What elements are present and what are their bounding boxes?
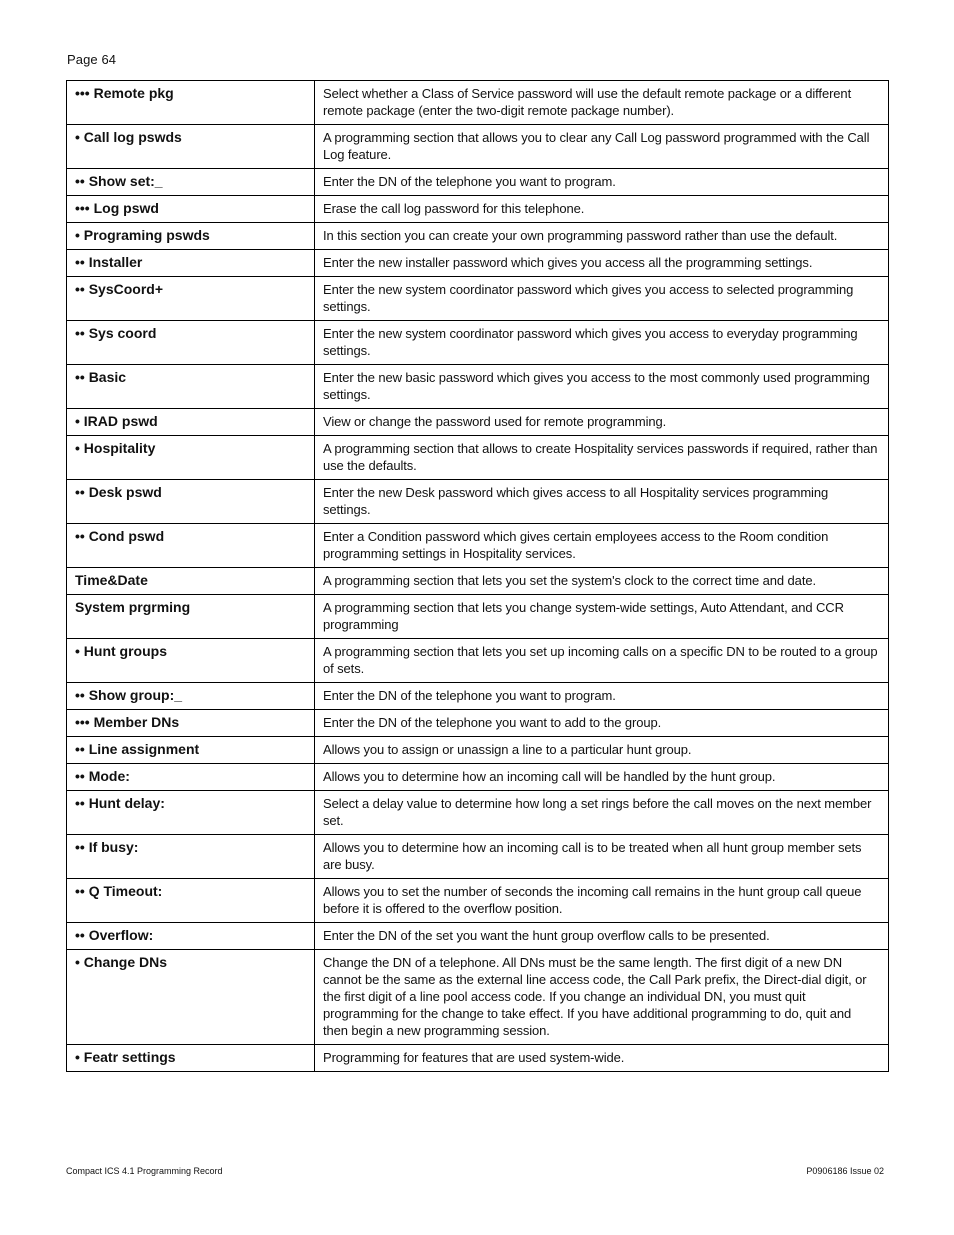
- table-row: [67, 250, 889, 277]
- setting-name: •• Show group:_: [67, 683, 315, 710]
- setting-name: •• Cond pswd: [67, 524, 315, 568]
- setting-name: •• If busy:: [67, 835, 315, 879]
- setting-name: •• Desk pswd: [67, 480, 315, 524]
- setting-description: In this section you can create your own programming password rather than use the default.: [315, 223, 889, 250]
- setting-name: •• Hunt delay:: [67, 791, 315, 835]
- setting-name: •• Line assignment: [67, 737, 315, 764]
- table-row: [67, 879, 889, 923]
- table-row: [67, 710, 889, 737]
- setting-name: System prgrming: [67, 595, 315, 639]
- table-row: [67, 196, 889, 223]
- setting-description: A programming section that lets you set the system's clock to the correct time and date.: [315, 568, 889, 595]
- table-row: [67, 737, 889, 764]
- setting-name: • Call log pswds: [67, 125, 315, 169]
- setting-name: •• Show set:_: [67, 169, 315, 196]
- setting-name: Time&Date: [67, 568, 315, 595]
- table-row: [67, 125, 889, 169]
- setting-description: Enter a Condition password which gives certain employees access to the Room condition programming settings in Hospitality services.: [315, 524, 889, 568]
- page-number: Page 64: [67, 52, 117, 67]
- setting-name: •• Mode:: [67, 764, 315, 791]
- table-row: [67, 791, 889, 835]
- table-row: [67, 409, 889, 436]
- setting-description: Programming for features that are used system-wide.: [315, 1045, 889, 1072]
- setting-description: Allows you to determine how an incoming call is to be treated when all hunt group member sets are busy.: [315, 835, 889, 879]
- setting-description: Enter the new system coordinator password which gives you access to everyday programming settings.: [315, 321, 889, 365]
- setting-description: Enter the DN of the set you want the hunt group overflow calls to be presented.: [315, 923, 889, 950]
- setting-description: Enter the new Desk password which gives access to all Hospitality services programming settings.: [315, 480, 889, 524]
- table-row: [67, 436, 889, 480]
- footer-document-title: Compact ICS 4.1 Programming Record: [66, 1166, 223, 1176]
- table-row: [67, 169, 889, 196]
- setting-name: •• Basic: [67, 365, 315, 409]
- setting-description: A programming section that lets you set up incoming calls on a specific DN to be routed to a group of sets.: [315, 639, 889, 683]
- setting-name: •• Sys coord: [67, 321, 315, 365]
- table-row: [67, 950, 889, 1045]
- setting-description: Enter the DN of the telephone you want to program.: [315, 683, 889, 710]
- table-row: [67, 683, 889, 710]
- footer-document-number: P0906186 Issue 02: [806, 1166, 884, 1176]
- setting-description: A programming section that allows to create Hospitality services passwords if required, rather than use the defaults.: [315, 436, 889, 480]
- setting-description: Enter the new basic password which gives you access to the most commonly used programming settings.: [315, 365, 889, 409]
- setting-name: • Programing pswds: [67, 223, 315, 250]
- setting-description: Allows you to set the number of seconds the incoming call remains in the hunt group call queue before it is offered to the overflow position.: [315, 879, 889, 923]
- table-row: [67, 568, 889, 595]
- setting-description: A programming section that allows you to clear any Call Log password programmed with the Call Log feature.: [315, 125, 889, 169]
- setting-description: Erase the call log password for this telephone.: [315, 196, 889, 223]
- table-row: [67, 277, 889, 321]
- setting-description: Enter the DN of the telephone you want to program.: [315, 169, 889, 196]
- setting-description: Enter the new installer password which gives you access all the programming settings.: [315, 250, 889, 277]
- table-row: [67, 365, 889, 409]
- setting-description: Select a delay value to determine how long a set rings before the call moves on the next member set.: [315, 791, 889, 835]
- table-row: [67, 524, 889, 568]
- table-row: [67, 81, 889, 125]
- table-row: [67, 223, 889, 250]
- setting-description: Allows you to assign or unassign a line to a particular hunt group.: [315, 737, 889, 764]
- setting-name: ••• Member DNs: [67, 710, 315, 737]
- table-row: [67, 595, 889, 639]
- setting-name: •• Overflow:: [67, 923, 315, 950]
- setting-name: • Featr settings: [67, 1045, 315, 1072]
- setting-description: Allows you to determine how an incoming call will be handled by the hunt group.: [315, 764, 889, 791]
- setting-description: View or change the password used for remote programming.: [315, 409, 889, 436]
- table-row: [67, 923, 889, 950]
- setting-name: • Change DNs: [67, 950, 315, 1045]
- table-body: [67, 81, 889, 1072]
- table-row: [67, 639, 889, 683]
- table-row: [67, 480, 889, 524]
- setting-name: ••• Remote pkg: [67, 81, 315, 125]
- setting-description: Change the DN of a telephone. All DNs must be the same length. The first digit of a new DN cannot be the same as the external line access code, the Call Park prefix, the Direct-dial digit, or the first digit of a line pool access code. If you change an individual DN, you must quit programming for the change to take effect. If you have additional programming to do, quit and then begin a new programming session.: [315, 950, 889, 1045]
- table-row: [67, 1045, 889, 1072]
- table-row: [67, 835, 889, 879]
- setting-name: •• Q Timeout:: [67, 879, 315, 923]
- setting-description: Enter the new system coordinator password which gives you access to selected programming settings.: [315, 277, 889, 321]
- table-row: [67, 764, 889, 791]
- programming-record-table: [66, 80, 889, 1072]
- setting-name: •• Installer: [67, 250, 315, 277]
- table-row: [67, 321, 889, 365]
- setting-name: • Hospitality: [67, 436, 315, 480]
- setting-name: • Hunt groups: [67, 639, 315, 683]
- setting-name: ••• Log pswd: [67, 196, 315, 223]
- setting-name: • IRAD pswd: [67, 409, 315, 436]
- setting-name: •• SysCoord+: [67, 277, 315, 321]
- setting-description: A programming section that lets you change system-wide settings, Auto Attendant, and CCR programming: [315, 595, 889, 639]
- setting-description: Enter the DN of the telephone you want to add to the group.: [315, 710, 889, 737]
- setting-description: Select whether a Class of Service password will use the default remote package or a different remote package (enter the two-digit remote package number).: [315, 81, 889, 125]
